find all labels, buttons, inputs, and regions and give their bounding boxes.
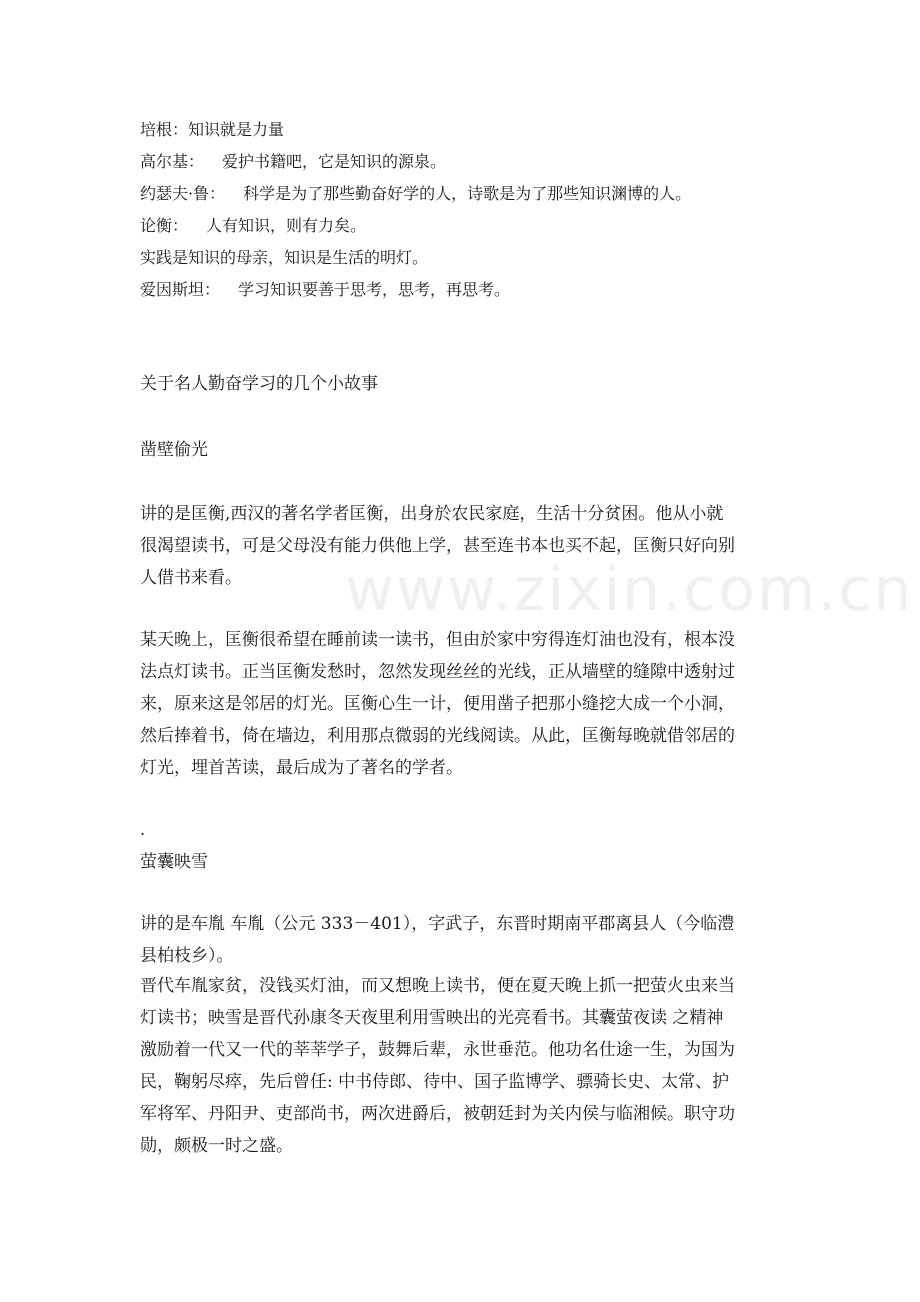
text-line: 来，原来这是邻居的灯光。匡衡心生一计，便用凿子把那小缝挖大成一个小洞， xyxy=(140,694,735,714)
quote-line xyxy=(140,178,800,210)
quote-line xyxy=(140,210,800,242)
quote-author: 爱因斯坦： xyxy=(140,280,221,299)
text-line: 某天晚上，匡衡很希望在睡前读一读书，但由於家中穷得连灯油也没有，根本没 xyxy=(140,630,735,650)
story1-paragraph-2 xyxy=(140,624,790,784)
text-line: 县柏枝乡）。 xyxy=(140,946,234,966)
story1-title: 凿壁偷光 xyxy=(140,440,208,460)
story2-paragraph-2 xyxy=(140,970,790,1162)
quote-line xyxy=(140,274,800,306)
quote-author: 高尔基： xyxy=(140,152,205,171)
text-line: 军将军、丹阳尹、吏部尚书，两次进爵后，被朝廷封为关内侯与临湘候。职守功 xyxy=(140,1104,735,1124)
quote-line xyxy=(140,242,800,274)
story2-paragraph-1 xyxy=(140,908,790,972)
separator-dot: . xyxy=(140,820,146,839)
text-line: 激励着一代又一代的莘莘学子，鼓舞后辈，永世垂范。他功名仕途一生，为国为 xyxy=(140,1040,735,1060)
text-line: 晋代车胤家贫，没钱买灯油，而又想晚上读书，便在夏天晚上抓一把萤火虫来当 xyxy=(140,976,735,996)
text-line: 法点灯读书。正当匡衡发愁时，忽然发现丝丝的光线，正从墙壁的缝隙中透射过 xyxy=(140,662,735,682)
text-line: 人借书来看。 xyxy=(140,568,242,588)
quote-author: 论衡： xyxy=(140,216,189,235)
text-line: 然后捧着书，倚在墙边，利用那点微弱的光线阅读。从此，匡衡每晚就借邻居的 xyxy=(140,726,735,746)
quote-line xyxy=(140,146,800,178)
quote-list xyxy=(140,114,800,306)
text-line: 民，鞠躬尽瘁，先后曾任: 中书侍郎、待中、国子监博学、骠骑长史、太常、护 xyxy=(140,1072,730,1092)
quote-author: 约瑟夫·鲁： xyxy=(140,184,226,203)
text-line: 讲的是匡衡,西汉的著名学者匡衡，出身於农民家庭，生活十分贫困。他从小就 xyxy=(140,504,724,524)
quote-author: 培根： xyxy=(140,120,189,139)
quote-text: 知识就是力量 xyxy=(188,120,285,139)
text-line: 勋，颇极一时之盛。 xyxy=(140,1136,293,1156)
text-line: 灯读书；映雪是晋代孙康冬天夜里利用雪映出的光亮看书。其囊萤夜读 之精神 xyxy=(140,1008,724,1028)
quote-line xyxy=(140,114,800,146)
text-line: 灯光，埋首苦读，最后成为了著名的学者。 xyxy=(140,758,463,778)
text-line: 很渴望读书，可是父母没有能力供他上学，甚至连书本也买不起，匡衡只好向别 xyxy=(140,536,735,556)
quote-text: 人有知识，则有力矣。 xyxy=(206,216,367,235)
story1-paragraph-1 xyxy=(140,498,790,594)
quote-text: 科学是为了那些勤奋好学的人，诗歌是为了那些知识渊博的人。 xyxy=(243,184,692,203)
watermark: www.zixin.com.cn xyxy=(345,555,914,625)
quote-text: 爱护书籍吧，它是知识的源泉。 xyxy=(222,152,447,171)
quote-text: 学习知识要善于思考，思考，再思考。 xyxy=(238,280,511,299)
story2-title: 萤囊映雪 xyxy=(140,852,208,872)
quote-text: 实践是知识的母亲，知识是生活的明灯。 xyxy=(140,248,429,267)
text-line: 讲的是车胤 车胤（公元 333－401），字武子，东晋时期南平郡离县人（今临澧 xyxy=(140,914,735,934)
section-heading: 关于名人勤奋学习的几个小故事 xyxy=(140,374,378,394)
